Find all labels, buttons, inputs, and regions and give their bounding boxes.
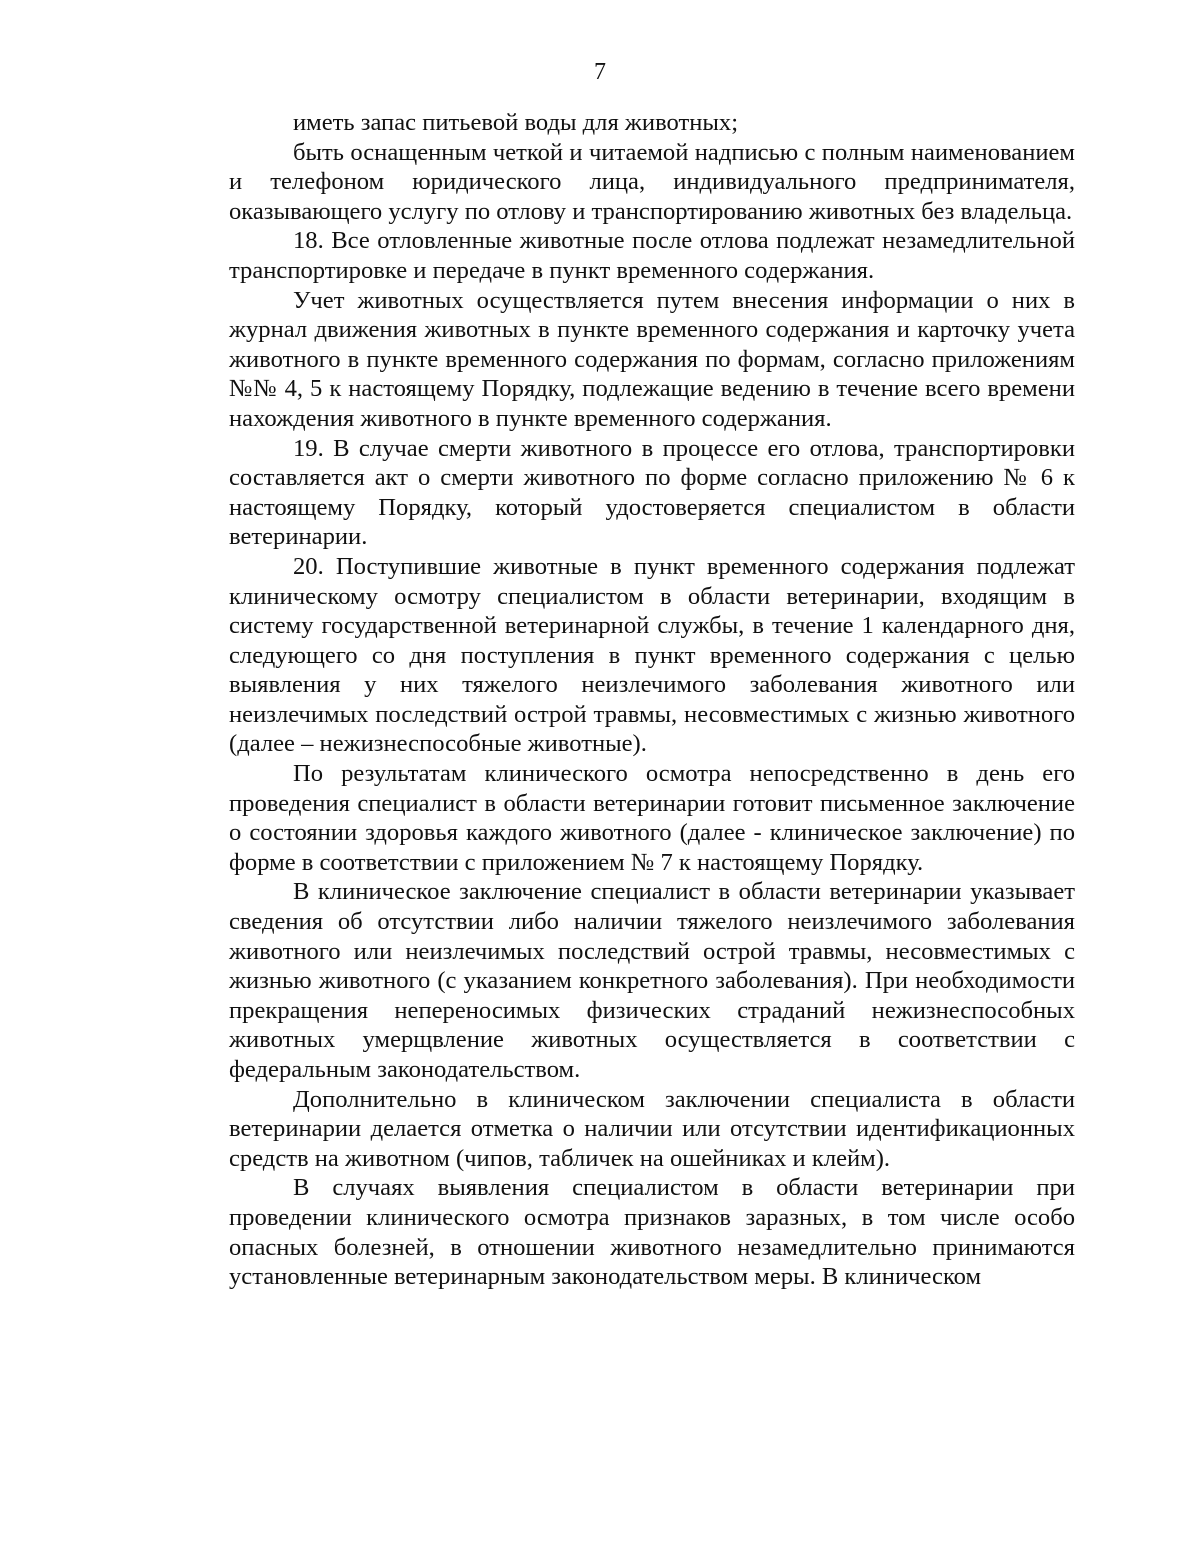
paragraph-identification-mark: Дополнительно в клиническом заключении специалиста в области ветеринарии делается отметка о наличии или отсутствии идентификационных средств на животном (чипов, табличек на ошейниках и клейм). — [229, 1085, 1075, 1172]
paragraph-item-20: 20. Поступившие животные в пункт временного содержания подлежат клиническому осмотру специалистом в области ветеринарии, входящим в систему государственной ветеринарной службы, в течение 1 календарного дня, следующего со дня поступления в пункт временного содержания с целью выявления у них тяжелого неизлечимого заболевания животного или неизлечимых последствий острой травмы, несовместимых с жизнью животного (далее – нежизнеспособные животные). — [229, 552, 1075, 758]
paragraph-item-19: 19. В случае смерти животного в процессе его отлова, транспортировки составляется акт о смерти животного по форме согласно приложению № 6 к настоящему Порядку, который удостоверяется специалистом в области ветеринарии. — [229, 434, 1075, 551]
paragraph-vehicle-signage: быть оснащенным четкой и читаемой надписью с полным наименованием и телефоном юридического лица, индивидуального предпринимателя, оказывающего услугу по отлову и транспортированию животных без владельца. — [229, 138, 1075, 225]
paragraph-clinical-results: По результатам клинического осмотра непосредственно в день его проведения специалист в области ветеринарии готовит письменное заключение о состоянии здоровья каждого животного (далее - клиническое заключение) по форме в соответствии с приложением № 7 к настоящему Порядку. — [229, 760, 1075, 876]
page-number: 7 — [594, 59, 606, 85]
document-body — [229, 108, 1075, 1292]
paragraph-clinical-conclusion: В клиническое заключение специалист в области ветеринарии указывает сведения об отсутствии либо наличии тяжелого неизлечимого заболевания животного или неизлечимых последствий острой травмы, несовместимых с жизнью животного (с указанием конкретного заболевания). При необходимости прекращения непереносимых физических страданий нежизнеспособных животных умерщвление животных осуществляется в соответствии с федеральным законодательством. — [229, 878, 1075, 1083]
paragraph-animal-accounting: Учет животных осуществляется путем внесения информации о них в журнал движения животных в пункте временного содержания и карточку учета животного в пункте временного содержания по формам, согласно приложениям №№ 4, 5 к настоящему Порядку, подлежащие ведению в течение всего времени нахождения животного в пункте временного содержания. — [229, 286, 1075, 432]
paragraph-water-supply: иметь запас питьевой воды для животных; — [293, 109, 739, 136]
paragraph-item-18: 18. Все отловленные животные после отлова подлежат незамедлительной транспортировке и передаче в пункт временного содержания. — [229, 227, 1075, 284]
paragraph-infectious-diseases: В случаях выявления специалистом в области ветеринарии при проведении клинического осмотра признаков заразных, в том числе особо опасных болезней, в отношении животного незамедлительно принимаются установленные ветеринарным законодательством меры. В клиническом — [229, 1174, 1075, 1291]
